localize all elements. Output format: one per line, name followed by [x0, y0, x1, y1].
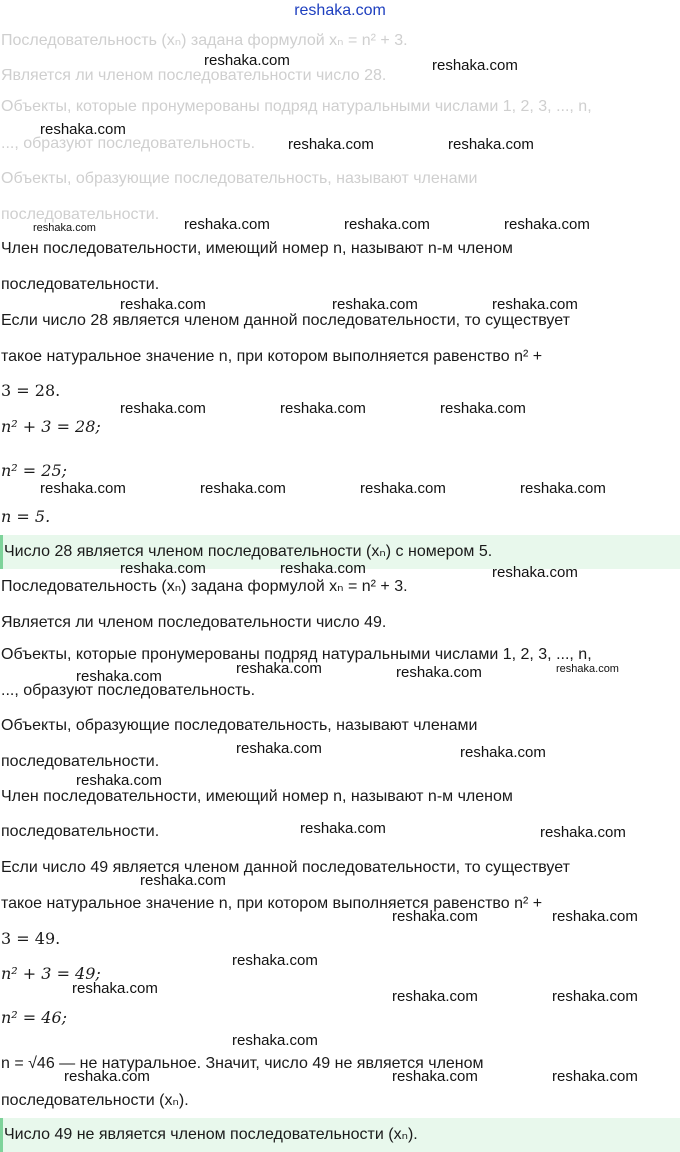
watermark: reshaka.com: [448, 136, 534, 153]
watermark: reshaka.com: [492, 564, 578, 581]
site-header-link[interactable]: reshaka.com: [294, 2, 386, 19]
p2-definition-6: последовательности.: [1, 823, 160, 840]
p2-reasoning-3: 3 = 49.: [1, 929, 61, 948]
p2-definition-5: Член последовательности, имеющий номер n, называют n-м членом: [1, 788, 513, 805]
p1-definition-1: Объекты, которые пронумерованы подряд натуральными числами 1, 2, 3, ..., n,: [1, 98, 592, 115]
watermark: reshaka.com: [33, 222, 96, 234]
p1-question: Является ли членом последовательности число 28.: [1, 67, 387, 84]
watermark: reshaka.com: [540, 824, 626, 841]
watermark: reshaka.com: [432, 57, 518, 74]
p2-question: Является ли членом последовательности число 49.: [1, 614, 387, 631]
watermark: reshaka.com: [392, 908, 478, 925]
watermark: reshaka.com: [492, 296, 578, 313]
p1-definition-3: Объекты, образующие последовательность, называют членами: [1, 170, 478, 187]
watermark: reshaka.com: [76, 772, 162, 789]
p2-equation-2: n² = 46;: [1, 1008, 68, 1027]
p1-definition-6: последовательности.: [1, 276, 160, 293]
watermark: reshaka.com: [236, 740, 322, 757]
p1-reasoning-2: такое натуральное значение n, при котором выполняется равенство n² +: [1, 348, 543, 365]
watermark: reshaka.com: [40, 121, 126, 138]
p1-answer: Число 28 является членом последовательности (xₙ) с номером 5.: [4, 543, 493, 560]
watermark: reshaka.com: [72, 980, 158, 997]
watermark: reshaka.com: [204, 52, 290, 69]
p1-equation-3: n = 5.: [1, 507, 51, 526]
p2-definition-3: Объекты, образующие последовательность, называют членами: [1, 717, 478, 734]
p1-reasoning-1: Если число 28 является членом данной последовательности, то существует: [1, 312, 570, 329]
p2-answer-box: [0, 1118, 680, 1152]
watermark: reshaka.com: [552, 908, 638, 925]
watermark: reshaka.com: [556, 663, 619, 675]
watermark: reshaka.com: [392, 1068, 478, 1085]
watermark: reshaka.com: [76, 668, 162, 685]
p1-equation-2: n² = 25;: [1, 461, 68, 480]
watermark: reshaka.com: [280, 400, 366, 417]
watermark: reshaka.com: [280, 560, 366, 577]
watermark: reshaka.com: [552, 1068, 638, 1085]
watermark: reshaka.com: [64, 1068, 150, 1085]
p2-equation-3: n = √46 — не натуральное. Значит, число 49 не является членом: [1, 1055, 484, 1072]
watermark: reshaka.com: [360, 480, 446, 497]
watermark: reshaka.com: [460, 744, 546, 761]
watermark: reshaka.com: [344, 216, 430, 233]
watermark: reshaka.com: [552, 988, 638, 1005]
p2-definition-4: последовательности.: [1, 753, 160, 770]
p2-answer: Число 49 не является членом последовательности (xₙ).: [4, 1126, 418, 1143]
p1-reasoning-3: 3 = 28.: [1, 381, 61, 400]
watermark: reshaka.com: [40, 480, 126, 497]
watermark: reshaka.com: [520, 480, 606, 497]
p1-equation-1: n² + 3 = 28;: [1, 417, 101, 436]
p1-statement: Последовательность (xₙ) задана формулой xₙ = n² + 3.: [1, 32, 408, 49]
watermark: reshaka.com: [396, 664, 482, 681]
watermark: reshaka.com: [200, 480, 286, 497]
watermark: reshaka.com: [232, 952, 318, 969]
watermark: reshaka.com: [232, 1032, 318, 1049]
p2-reasoning-1: Если число 49 является членом данной последовательности, то существует: [1, 859, 570, 876]
watermark: reshaka.com: [332, 296, 418, 313]
watermark: reshaka.com: [120, 400, 206, 417]
p1-definition-4: последовательности.: [1, 206, 160, 223]
p2-conclusion: последовательности (xₙ).: [1, 1092, 189, 1109]
watermark: reshaka.com: [300, 820, 386, 837]
p1-definition-2: ..., образуют последовательность.: [1, 135, 256, 152]
p2-definition-1: Объекты, которые пронумерованы подряд натуральными числами 1, 2, 3, ..., n,: [1, 646, 592, 663]
watermark: reshaka.com: [440, 400, 526, 417]
watermark: reshaka.com: [392, 988, 478, 1005]
watermark: reshaka.com: [288, 136, 374, 153]
watermark: reshaka.com: [120, 296, 206, 313]
p1-definition-5: Член последовательности, имеющий номер n, называют n-м членом: [1, 240, 513, 257]
p2-definition-2: ..., образуют последовательность.: [1, 682, 256, 699]
p2-statement: Последовательность (xₙ) задана формулой xₙ = n² + 3.: [1, 578, 408, 595]
watermark: reshaka.com: [184, 216, 270, 233]
watermark: reshaka.com: [140, 872, 226, 889]
watermark: reshaka.com: [236, 660, 322, 677]
p2-reasoning-2: такое натуральное значение n, при котором выполняется равенство n² +: [1, 895, 543, 912]
p2-equation-1: n² + 3 = 49;: [1, 964, 101, 983]
watermark: reshaka.com: [120, 560, 206, 577]
watermark: reshaka.com: [504, 216, 590, 233]
